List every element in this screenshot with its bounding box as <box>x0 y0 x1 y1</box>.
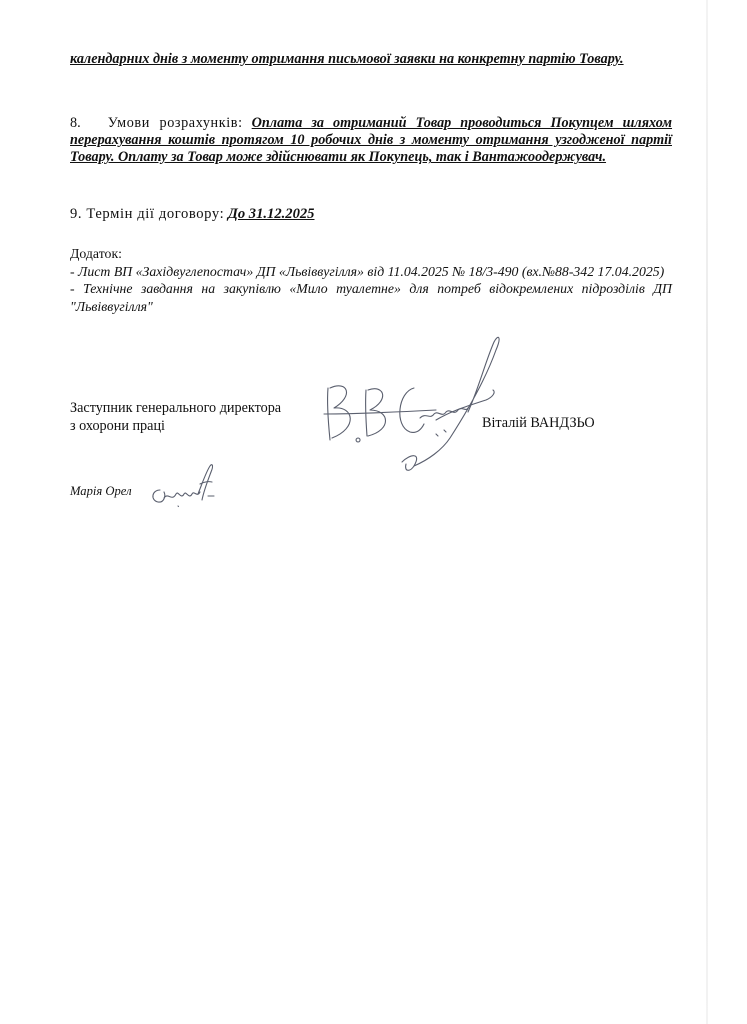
signatory-title-line: з охорони праці <box>70 417 165 434</box>
contract-term-paragraph <box>70 206 672 223</box>
payment-terms-label: Умови розрахунків: <box>107 115 243 131</box>
attachment-item: - Лист ВП «Західвуглепостач» ДП «Львіввугілля» від 11.04.2025 № 18/3-490 (вх.№88-342 17.04.2025) <box>70 263 665 279</box>
contract-term-label: 9. Термін дії договору: <box>70 206 225 222</box>
signatory-name: Віталій ВАНДЗЬО <box>482 415 595 431</box>
author-signature <box>148 462 223 512</box>
contract-term-value: До 31.12.2025 <box>227 206 315 222</box>
director-signature <box>318 330 508 480</box>
payment-terms-paragraph <box>70 115 672 167</box>
page-edge <box>706 0 708 1024</box>
signatory-title-line: Заступник генерального директора <box>70 400 282 416</box>
payment-terms-text: Оплата за отриманий Товар проводиться Покупцем шляхом перерахування коштів протягом 10 робочих днів з моменту отримання узгодженої партії Товару. Оплату за Товар може здійснювати як Покупець, так і Вантажоодержувач. <box>70 115 673 166</box>
delivery-terms-tail: календарних днів з моменту отримання письмової заявки на конкретну партію Товару. <box>70 51 624 67</box>
attachments <box>70 245 672 315</box>
payment-terms-number: 8. <box>70 115 81 131</box>
attachment-item: - Технічне завдання на закупівлю «Мило туалетне» для потреб відокремлених підрозділів ДП "Львіввугілля" <box>70 281 672 314</box>
attachments-heading: Додаток: <box>70 246 122 261</box>
author-name: Марія Орел <box>70 484 132 498</box>
